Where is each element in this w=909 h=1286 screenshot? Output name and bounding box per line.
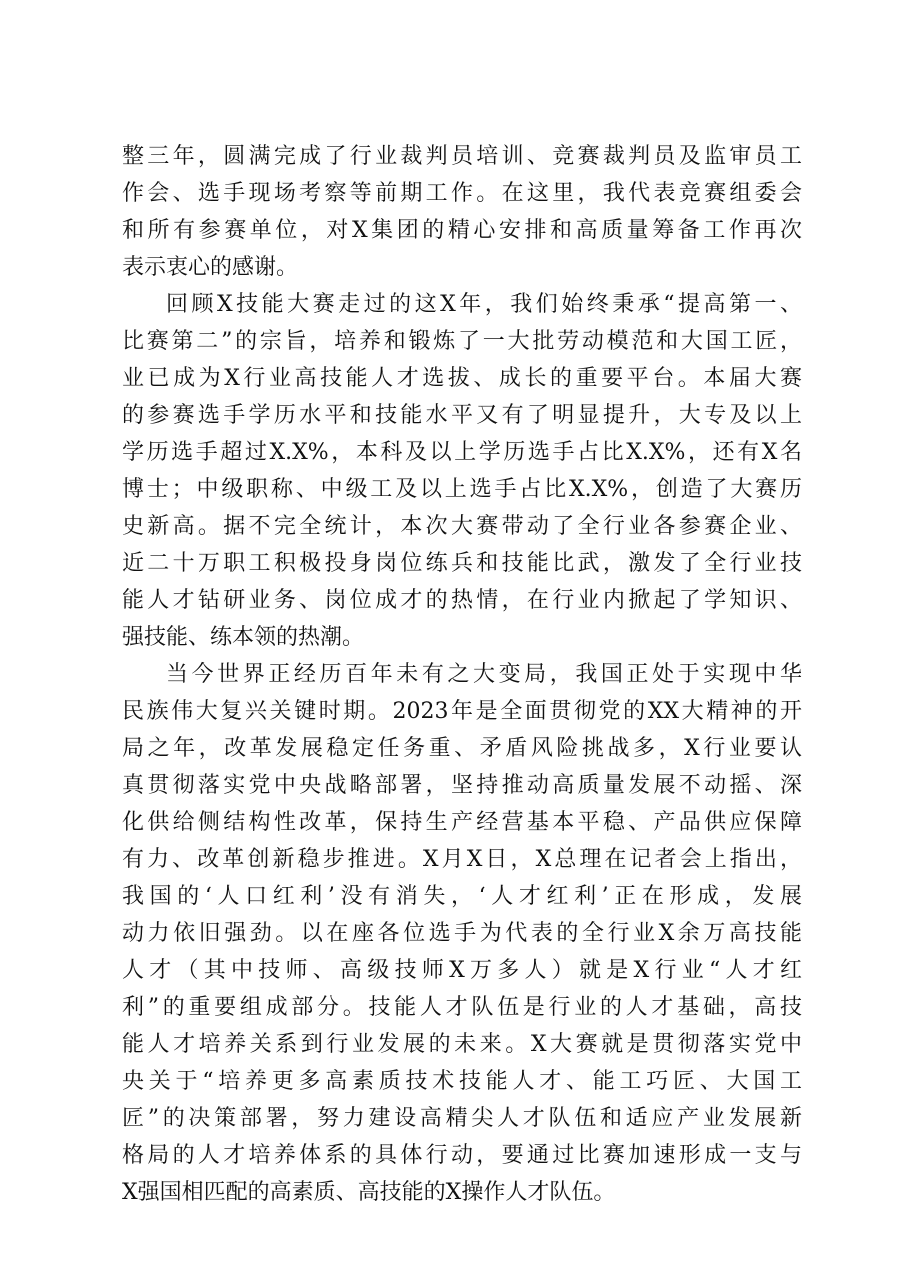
text-line: 动力依旧强劲。以在座各位选手为代表的全行业X余万高技能 bbox=[122, 921, 802, 946]
text-line: 史新高。据不完全统计，本次大赛带动了全行业各参赛企业、 bbox=[122, 514, 802, 539]
text-line: 的参赛选手学历水平和技能水平又有了明显提升，大专及以上 bbox=[122, 403, 802, 428]
text-line: 匠”的决策部署，努力建设高精尖人才队伍和适应产业发展新 bbox=[122, 1106, 802, 1131]
text-line: 博士；中级职称、中级工及以上选手占比X.X%，创造了大赛历 bbox=[122, 477, 802, 502]
text-line: 业已成为X行业高技能人才选拔、成长的重要平台。本届大赛 bbox=[122, 366, 802, 391]
text-line: 央关于“培养更多高素质技术技能人才、能工巧匠、大国工 bbox=[122, 1069, 802, 1094]
text-line: 真贯彻落实党中央战略部署，坚持推动高质量发展不动摇、深 bbox=[122, 773, 802, 798]
text-line: X强国相匹配的高素质、高技能的X操作人才队伍。 bbox=[122, 1180, 616, 1205]
text-line: 能人才培养关系到行业发展的未来。X大赛就是贯彻落实党中 bbox=[122, 1032, 802, 1057]
text-line: 表示衷心的感谢。 bbox=[122, 255, 299, 280]
text-line: 化供给侧结构性改革，保持生产经营基本平稳、产品供应保障 bbox=[122, 810, 802, 835]
paragraph-1 bbox=[122, 138, 802, 286]
text-line: 局之年，改革发展稳定任务重、矛盾风险挑战多，X行业要认 bbox=[122, 736, 802, 761]
document-page bbox=[122, 138, 802, 1211]
text-line: 能人才钻研业务、岗位成才的热情，在行业内掀起了学知识、 bbox=[122, 588, 802, 613]
paragraph-3 bbox=[122, 656, 802, 1211]
paragraph-2 bbox=[122, 286, 802, 656]
text-line: 回顾X技能大赛走过的这X年，我们始终秉承“提高第一、 bbox=[166, 292, 802, 317]
text-line: 民族伟大复兴关键时期。2023年是全面贯彻党的XX大精神的开 bbox=[122, 699, 802, 724]
text-line: 近二十万职工积极投身岗位练兵和技能比武，激发了全行业技 bbox=[122, 551, 802, 576]
text-line: 强技能、练本领的热潮。 bbox=[122, 625, 365, 650]
text-line: 利”的重要组成部分。技能人才队伍是行业的人才基础，高技 bbox=[122, 995, 802, 1020]
text-line: 有力、改革创新稳步推进。X月X日，X总理在记者会上指出， bbox=[122, 847, 802, 872]
text-line: 和所有参赛单位，对X集团的精心安排和高质量筹备工作再次 bbox=[122, 218, 802, 243]
text-line: 作会、选手现场考察等前期工作。在这里，我代表竞赛组委会 bbox=[122, 181, 802, 206]
text-line: 格局的人才培养体系的具体行动，要通过比赛加速形成一支与 bbox=[122, 1143, 802, 1168]
text-line: 比赛第二”的宗旨，培养和锻炼了一大批劳动模范和大国工匠， bbox=[122, 329, 802, 354]
text-line: 我国的‘人口红利’没有消失，‘人才红利’正在形成，发展 bbox=[122, 884, 802, 909]
text-line: 当今世界正经历百年未有之大变局，我国正处于实现中华 bbox=[166, 662, 802, 687]
text-line: 整三年，圆满完成了行业裁判员培训、竞赛裁判员及监审员工 bbox=[122, 144, 802, 169]
text-line: 学历选手超过X.X%，本科及以上学历选手占比X.X%，还有X名 bbox=[122, 440, 802, 465]
text-line: 人才（其中技师、高级技师X万多人）就是X行业“人才红 bbox=[122, 958, 802, 983]
